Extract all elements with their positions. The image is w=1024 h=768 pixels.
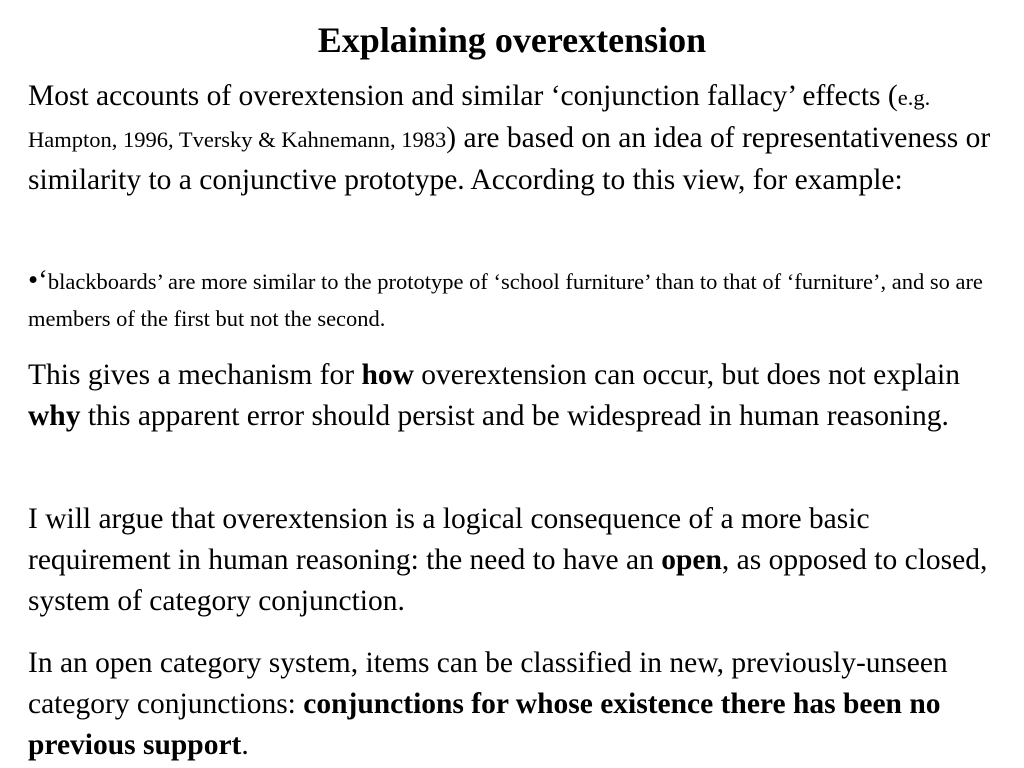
paragraph-mechanism-text-3: this apparent error should persist and be widespread in human reasoning. — [80, 400, 949, 432]
paragraph-mechanism-text-2: overextension can occur, but does not explain — [413, 359, 960, 391]
bullet-text: blackboards’ are more similar to the prototype of ‘school furniture’ than to that of ‘furniture’, and so are members of the first but not the second. — [28, 269, 983, 331]
emphasis-why: why — [28, 400, 81, 432]
bullet-example — [28, 262, 1003, 337]
citation: e.g. Hampton, 1996, Tversky & Kahnemann, 1983 — [28, 85, 931, 152]
bullet-open-quote: ‘ — [38, 264, 48, 296]
paragraph-mechanism — [28, 355, 1003, 437]
paragraph-accounts — [28, 76, 1003, 201]
paragraph-mechanism-text-1: This gives a mechanism for — [28, 359, 362, 391]
paragraph-open-system — [28, 643, 1003, 766]
paragraph-argument-text-1: I will argue that overextension is a logical consequence of a more basic requirement in human reasoning: the need to have an — [28, 503, 870, 576]
paragraph-open-system-text-2: . — [241, 729, 249, 761]
emphasis-open: open — [661, 544, 722, 576]
paragraph-accounts-text-2: ) are based on an idea of representativeness or similarity to a conjunctive prototype. According to this view, for example: — [28, 122, 991, 196]
slide-title: Explaining overextension — [317, 20, 707, 60]
bullet-marker: • — [28, 264, 39, 296]
emphasis-how: how — [361, 359, 414, 391]
paragraph-accounts-text-1: Most accounts of overextension and similar ‘conjunction fallacy’ effects ( — [28, 80, 898, 112]
emphasis-conjunctions: conjunctions for whose existence there has been no previous support — [28, 688, 941, 761]
paragraph-argument-text-2: , as opposed to closed, system of category conjunction. — [28, 544, 988, 617]
paragraph-argument — [28, 499, 1003, 622]
paragraph-open-system-text-1: In an open category system, items can be classified in new, previously-unseen category conjunctions: — [28, 647, 948, 720]
